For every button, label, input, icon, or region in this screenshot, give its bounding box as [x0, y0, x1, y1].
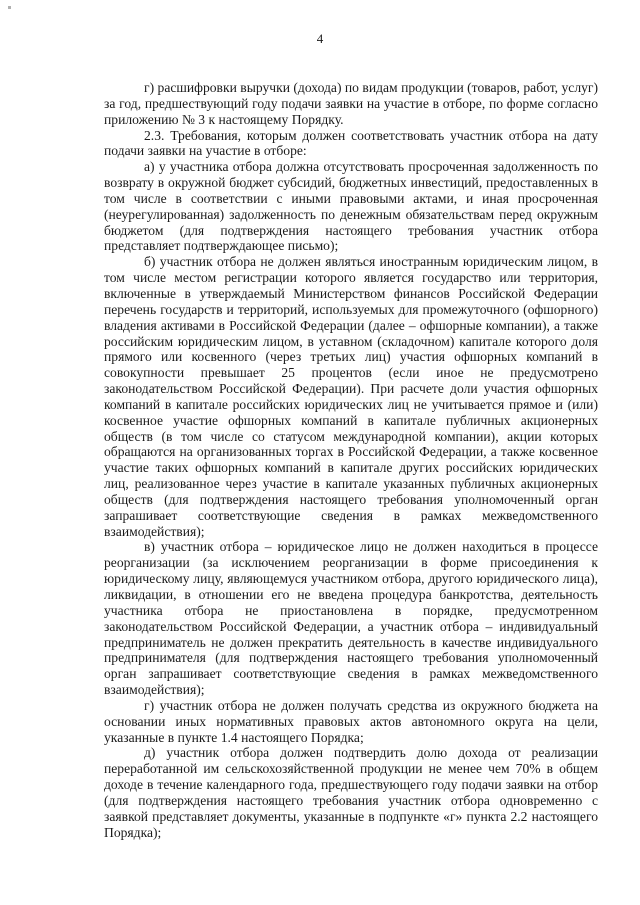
paragraph-requirement-a: а) у участника отбора должна отсутствовать просроченная задолженность по возврату в окружной бюджет субсидий, бюджетных инвестиций, предоставленных в том числе в соответствии с иными правовыми актами, и иная просроченная (неурегулированная) задолженность по денежным обязательствам перед окружным бюджетом (для подтверждения настоящего требования участник отбора представляет подтверждающее письмо);: [104, 159, 598, 254]
scan-speck: [8, 6, 11, 9]
document-body: [104, 80, 598, 841]
paragraph-section-2-3: 2.3. Требования, которым должен соответствовать участник отбора на дату подачи заявки на участие в отборе:: [104, 127, 598, 159]
page-number: 4: [316, 31, 324, 46]
paragraph-requirement-g: г) участник отбора не должен получать средства из окружного бюджета на основании иных нормативных правовых актов автономного округа на цели, указанные в пункте 1.4 настоящего Порядка;: [104, 697, 598, 745]
paragraph-requirement-d: д) участник отбора должен подтвердить долю дохода от реализации переработанной им сельскохозяйственной продукции не менее чем 70% в общем доходе в течение календарного года, предшествующего году подачи заявки на отбор (для подтверждения настоящего требования участник отбора одновременно с заявкой представляет документы, указанные в подпункте «г» пункта 2.2 настоящего Порядка);: [104, 745, 598, 840]
paragraph-revenue-breakdown: г) расшифровки выручки (дохода) по видам продукции (товаров, работ, услуг) за год, предшествующий году подачи заявки на участие в отборе, по форме согласно приложению № 3 к настоящему Порядку.: [104, 80, 598, 127]
paragraph-requirement-b: б) участник отбора не должен являться иностранным юридическим лицом, в том числе местом регистрации которого является государство или территория, включенные в утверждаемый Министерством финансов Российской Федерации перечень государств и территорий, используемых для промежуточного (офшорного) владения активами в Российской Федерации (далее – офшорные компании), а также российским юридическим лицом, в уставном (складочном) капитале которого доля прямого или косвенного (через третьих лиц) участия офшорных компаний в совокупности превышает 25 процентов (если иное не предусмотрено законодательством Российской Федерации). При расчете доли участия офшорных компаний в капитале российских юридических лиц не учитывается прямое и (или) косвенное участие офшорных компаний в капитале публичных акционерных обществ (в том числе со статусом международной компании), акции которых обращаются на организованных торгах в Российской Федерации, а также косвенное участие таких офшорных компаний в капитале других российских юридических лиц, реализованное через участие в капитале указанных публичных акционерных обществ (для подтверждения настоящего требования уполномоченный орган запрашивает соответствующие сведения в рамках межведомственного взаимодействия);: [104, 254, 598, 539]
paragraph-requirement-v: в) участник отбора – юридическое лицо не должен находиться в процессе реорганизации (за исключением реорганизации в форме присоединения к юридическому лицу, являющемуся участником отбора, другого юридического лица), ликвидации, в отношении его не введена процедура банкротства, деятельность участника отбора не приостановлена в порядке, предусмотренном законодательством Российской Федерации, а участник отбора – индивидуальный предприниматель не должен прекратить деятельность в качестве индивидуального предпринимателя (для подтверждения настоящего требования уполномоченный орган запрашивает соответствующие сведения в рамках межведомственного взаимодействия);: [104, 539, 598, 698]
